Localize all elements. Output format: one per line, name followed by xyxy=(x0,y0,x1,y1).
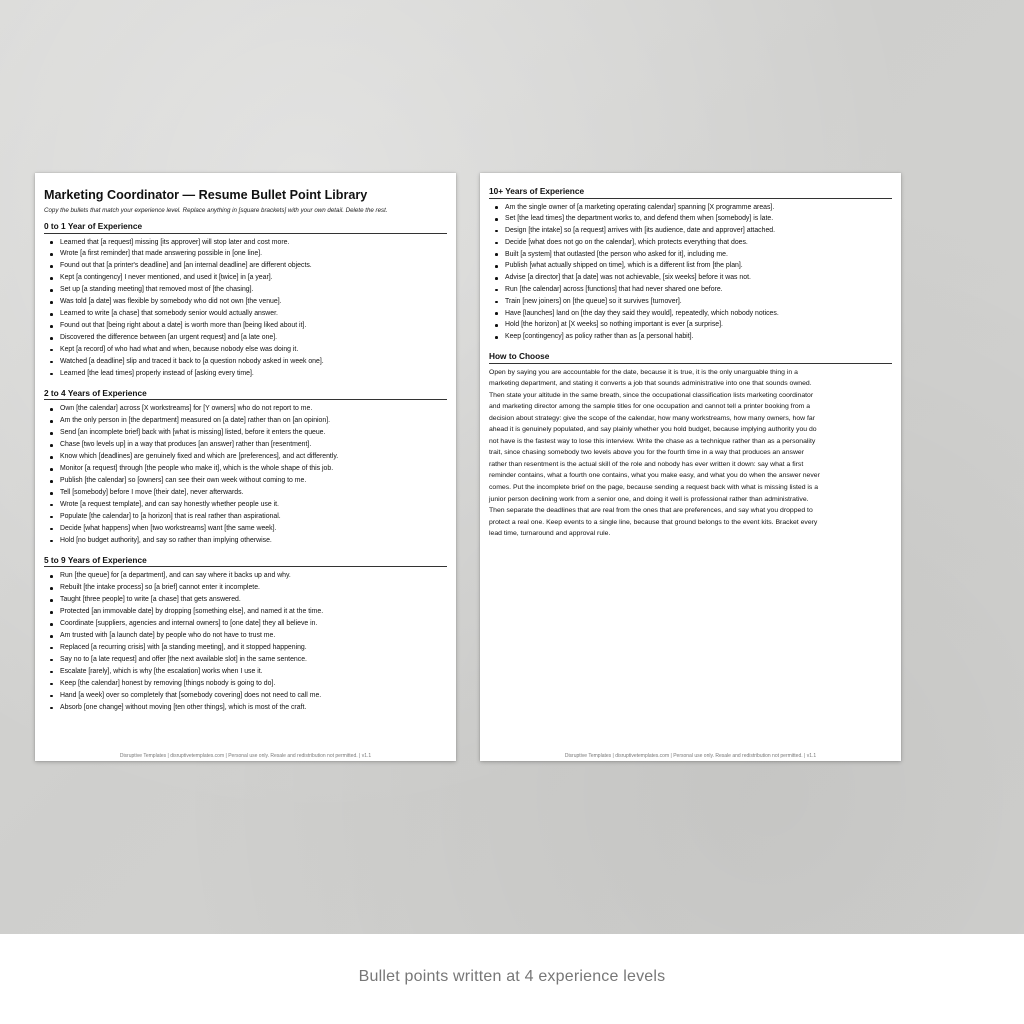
bullet-item: Hand [a week] over so completely that [somebody covering] does not need to call me. xyxy=(44,690,447,702)
bullet-item: Decide [what does not go on the calendar], which protects everything that does. xyxy=(489,237,892,249)
bullet-item: Absorb [one change] without moving [ten other things], which is most of the craft. xyxy=(44,702,447,714)
bullet-item: Design [the intake] so [a request] arrives with [its audience, date and approver] attached. xyxy=(489,225,892,237)
bullet-item: Wrote [a request template], and can say honestly whether people use it. xyxy=(44,499,447,511)
section-2-4-years xyxy=(44,388,447,547)
bullet-list xyxy=(44,403,447,546)
bullet-item: Am the single owner of [a marketing operating calendar] spanning [X programme areas]. xyxy=(489,202,892,214)
how-to-choose-paragraph xyxy=(489,367,892,540)
paragraph-line: protect a real one. Keep events to a single line, because that ground belongs to the event kits. Bracket every xyxy=(489,518,818,526)
section-heading: 10+ Years of Experience xyxy=(489,186,892,199)
bullet-item: Chase [two levels up] in a way that produces [an answer] rather than [resentment]. xyxy=(44,439,447,451)
bullet-item: Kept [a record] of who had what and when, because nobody else was doing it. xyxy=(44,344,447,356)
paragraph-line: Then state your altitude in the same breath, since the occupational classification lists marketing coordinator xyxy=(489,391,814,399)
bullet-item: Am the only person in [the department] measured on [a date] rather than on [an opinion]. xyxy=(44,415,447,427)
bullet-item: Own [the calendar] across [X workstreams] for [Y owners] who do not report to me. xyxy=(44,403,447,415)
bullet-item: Send [an incomplete brief] back with [what is missing] listed, before it enters the queue. xyxy=(44,427,447,439)
section-how-to-choose xyxy=(489,351,892,540)
section-10-plus-years xyxy=(489,186,892,343)
bullet-list xyxy=(44,237,447,380)
image-caption: Bullet points written at 4 experience levels xyxy=(0,934,1024,1024)
bullet-item: Monitor [a request] through [the people who make it], which is the whole shape of this job. xyxy=(44,463,447,475)
paragraph-line: not have is the fastest way to lose this interview. Write the chase as a technique rather than as a personality xyxy=(489,437,816,445)
bullet-item: Learned that [a request] missing [its approver] will stop later and cost more. xyxy=(44,237,447,249)
bullet-item: Set up [a standing meeting] that removed most of [the chasing]. xyxy=(44,284,447,296)
bullet-item: Hold [no budget authority], and say so rather than implying otherwise. xyxy=(44,535,447,547)
paragraph-line: comes. Put the incomplete brief on the page, because sending a request back with what is missing listed is a xyxy=(489,484,819,492)
bullet-item: Tell [somebody] before I move [their date], never afterwards. xyxy=(44,487,447,499)
bullet-list xyxy=(44,570,447,713)
document-instructions: Copy the bullets that match your experience level. Replace anything in [square brackets] with your own detail. Delete the rest. xyxy=(44,207,388,214)
document-page-left xyxy=(35,173,456,761)
paragraph-line: trait, since chasing somebody two levels above you for the fourth time in a way that produces an answer xyxy=(489,449,804,457)
section-heading: How to Choose xyxy=(489,351,892,364)
bullet-item: Run [the calendar] across [functions] that had never shared one before. xyxy=(489,284,892,296)
bullet-item: Found out that [a printer's deadline] and [an internal deadline] are different objects. xyxy=(44,260,447,272)
bullet-item: Am trusted with [a launch date] by people who do not have to trust me. xyxy=(44,630,447,642)
bullet-list xyxy=(489,202,892,344)
bullet-item: Wrote [a first reminder] that made answering possible in [one line]. xyxy=(44,248,447,260)
bullet-item: Rebuilt [the intake process] so [a brief] cannot enter it incomplete. xyxy=(44,582,447,594)
paragraph-line: marketing department, and stating it converts a job that sounds administrative into one that sounds owned. xyxy=(489,380,812,388)
bullet-item: Taught [three people] to write [a chase] that gets answered. xyxy=(44,594,447,606)
paragraph-line: and marketing director among the sample titles for one occupation and cannot tell a printer booking from a xyxy=(489,403,811,411)
bullet-item: Decide [what happens] when [two workstreams] want [the same week]. xyxy=(44,523,447,535)
paragraph-line: junior person declining work from a senior one, and doing it well is professional rather than administrative. xyxy=(489,495,809,503)
bullet-item: Found out that [being right about a date] is worth more than [being liked about it]. xyxy=(44,320,447,332)
bullet-item: Publish [what actually shipped on time], which is a different list from [the plan]. xyxy=(489,260,892,272)
bullet-item: Kept [a contingency] I never mentioned, and used it [twice] in [a year]. xyxy=(44,272,447,284)
bullet-item: Hold [the horizon] at [X weeks] so nothing important is ever [a surprise]. xyxy=(489,319,892,331)
document-title: Marketing Coordinator — Resume Bullet Point Library xyxy=(44,188,368,202)
bullet-item: Keep [the calendar] honest by removing [things nobody is going to do]. xyxy=(44,678,447,690)
bullet-item: Coordinate [suppliers, agencies and internal owners] to [one date] they all believe in. xyxy=(44,618,447,630)
section-5-9-years xyxy=(44,555,447,714)
bullet-item: Learned to write [a chase] that somebody senior would actually answer. xyxy=(44,308,447,320)
page-footer: Disruptive Templates | disruptivetemplates.com | Personal use only. Resale and redistribution not permitted. | v1.1 xyxy=(564,753,817,759)
paragraph-line: Then separate the deadlines that are real from the ones that are preferences, and say what you dropped to xyxy=(489,507,813,515)
section-heading: 2 to 4 Years of Experience xyxy=(44,388,447,401)
bullet-item: Was told [a date] was flexible by somebody who did not own [the venue]. xyxy=(44,296,447,308)
bullet-item: Train [new joiners] on [the queue] so it survives [turnover]. xyxy=(489,296,892,308)
section-0-1-years xyxy=(44,221,447,380)
section-heading: 0 to 1 Year of Experience xyxy=(44,221,447,234)
bullet-item: Say no to [a late request] and offer [the next available slot] in the same sentence. xyxy=(44,654,447,666)
paragraph-line: decision about strategy: give the scope of the calendar, how many workstreams, how many owners, how far xyxy=(489,414,816,422)
paragraph-line: ahead it is genuinely populated, and say plainly whether you hold budget, because implying authority you do xyxy=(489,426,817,434)
bullet-item: Know which [deadlines] are genuinely fixed and which are [preferences], and act differently. xyxy=(44,451,447,463)
bullet-item: Replaced [a recurring crisis] with [a standing meeting], and it stopped happening. xyxy=(44,642,447,654)
page-footer: Disruptive Templates | disruptivetemplates.com | Personal use only. Resale and redistribution not permitted. | v1.1 xyxy=(119,753,372,759)
bullet-item: Watched [a deadline] slip and traced it back to [a question nobody asked in week one]. xyxy=(44,356,447,368)
bullet-item: Escalate [rarely], which is why [the escalation] works when I use it. xyxy=(44,666,447,678)
bullet-item: Set [the lead times] the department works to, and defend them when [somebody] is late. xyxy=(489,213,892,225)
bullet-item: Advise [a director] that [a date] was not achievable, [six weeks] before it was not. xyxy=(489,272,892,284)
bullet-item: Publish [the calendar] so [owners] can see their own week without coming to me. xyxy=(44,475,447,487)
bullet-item: Populate [the calendar] to [a horizon] that is real rather than aspirational. xyxy=(44,511,447,523)
paragraph-line: Open by saying you are accountable for the date, because it is true, it is the only unarguable thing in a xyxy=(489,368,798,376)
bullet-item: Have [launches] land on [the day they said they would], repeatedly, which nobody notices. xyxy=(489,308,892,320)
section-heading: 5 to 9 Years of Experience xyxy=(44,555,447,568)
bullet-item: Protected [an immovable date] by dropping [something else], and named it at the time. xyxy=(44,606,447,618)
bullet-item: Learned [the lead times] properly instead of [asking every time]. xyxy=(44,368,447,380)
bullet-item: Keep [contingency] as policy rather than as [a personal habit]. xyxy=(489,331,892,343)
bullet-item: Discovered the difference between [an urgent request] and [a late one]. xyxy=(44,332,447,344)
bullet-item: Built [a system] that outlasted [the person who asked for it], including me. xyxy=(489,249,892,261)
paragraph-line: reminder contains, what a fourth one contains, what you make easy, and what you do when the answer never xyxy=(489,472,820,480)
paragraph-line: lead time, turnaround and approval rule. xyxy=(489,530,611,538)
bullet-item: Run [the queue] for [a department], and can say where it backs up and why. xyxy=(44,570,447,582)
document-page-right xyxy=(480,173,901,761)
paragraph-line: rather than resentment is the actual skill of the role and nobody has ever written it down: say what a first xyxy=(489,460,804,468)
